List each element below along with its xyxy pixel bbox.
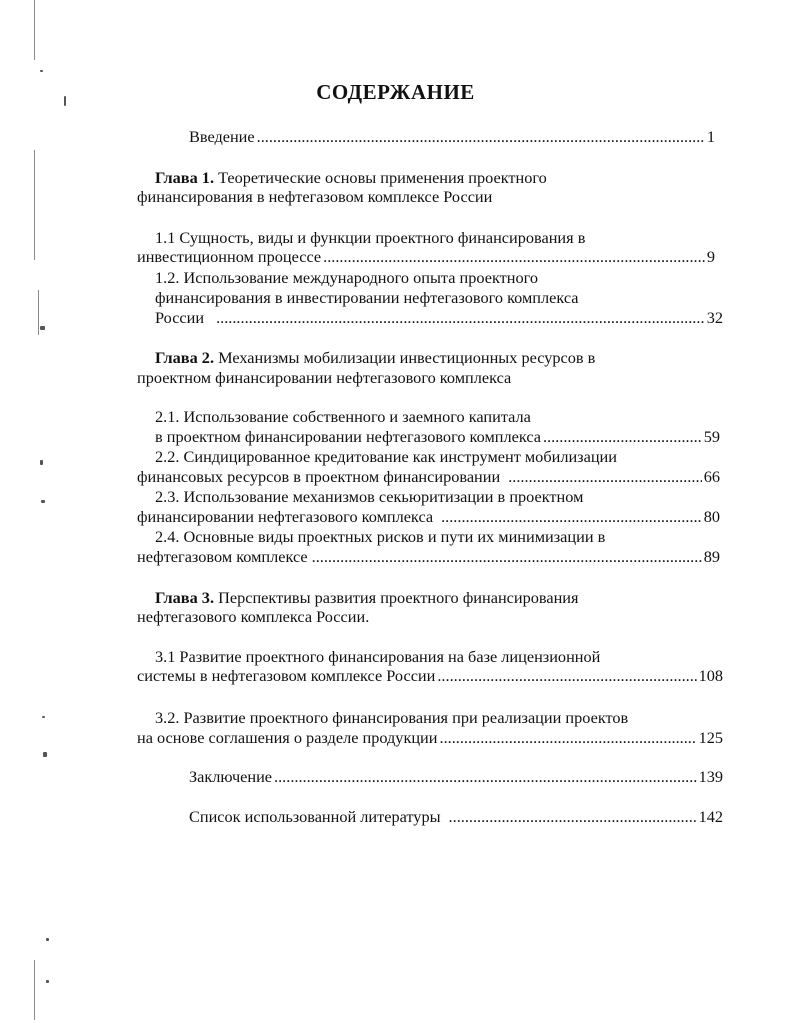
toc-entry-text: 2.2. Синдицированное кредитование как инструмент мобилизации — [155, 447, 617, 466]
scan-speck — [40, 460, 43, 465]
page-number: 89 — [703, 547, 720, 566]
page-title: СОДЕРЖАНИЕ — [316, 80, 475, 104]
toc-entry-1-2[interactable] — [155, 308, 723, 328]
toc-entry-label: финансовых ресурсов в проектном финансировании — [137, 467, 501, 486]
scan-edge-mark — [34, 960, 35, 1020]
toc-entry-label: Введение — [189, 127, 255, 146]
toc-entry-label: Список использованной литературы — [189, 807, 441, 826]
dot-leader — [508, 467, 702, 487]
chapter-title-continued: проектном финансировании нефтегазового комплекса — [137, 368, 512, 387]
toc-entry-2-2[interactable] — [137, 467, 720, 487]
toc-entry-3-1[interactable] — [137, 666, 723, 686]
dot-leader — [437, 666, 696, 686]
dot-leader — [274, 767, 697, 787]
dot-leader — [257, 127, 705, 147]
dot-leader — [449, 807, 697, 827]
scan-edge-mark — [34, 150, 35, 260]
toc-entry-label: нефтегазовом комплексе — [137, 547, 308, 566]
chapter-title-continued: нефтегазового комплекса России. — [137, 607, 370, 626]
scan-speck — [40, 70, 43, 72]
chapter-2-heading[interactable] — [155, 348, 595, 368]
scan-speck — [43, 752, 47, 757]
scan-speck — [40, 326, 45, 330]
toc-entry-intro[interactable] — [189, 127, 715, 147]
dot-leader — [216, 308, 705, 328]
chapter-title: Механизмы мобилизации инвестиционных ресурсов в — [218, 348, 596, 367]
page-number: 66 — [703, 467, 720, 486]
toc-entry-references[interactable] — [189, 807, 723, 827]
toc-entry-2-4[interactable] — [137, 547, 720, 567]
toc-entry-text: 1.1 Сущность, виды и функции проектного финансирования в — [155, 228, 586, 247]
dot-leader — [312, 547, 702, 567]
toc-entry-label: инвестиционном процессе — [137, 247, 322, 266]
toc-entry-1-1[interactable] — [137, 247, 715, 267]
dot-leader — [543, 427, 702, 447]
dot-leader — [323, 247, 705, 267]
chapter-prefix: Глава 1. — [155, 168, 215, 187]
scan-speck — [46, 980, 49, 983]
chapter-prefix: Глава 2. — [155, 348, 215, 367]
toc-entry-text: 1.2. Использование международного опыта проектного — [155, 268, 539, 287]
scan-speck — [41, 500, 45, 503]
scan-speck — [46, 938, 49, 941]
chapter-3-heading[interactable] — [155, 588, 579, 608]
scan-edge-mark — [38, 290, 39, 335]
chapter-title-continued: финансирования в нефтегазовом комплексе России — [137, 187, 493, 206]
toc-entry-label: Заключение — [189, 767, 273, 786]
toc-entry-label: России — [155, 308, 205, 327]
dot-leader — [441, 507, 702, 527]
toc-entry-conclusion[interactable] — [189, 767, 723, 787]
dot-leader — [440, 728, 697, 748]
toc-entry-text: финансирования в инвестировании нефтегазового комплекса — [155, 288, 579, 307]
page-number: 1 — [706, 127, 715, 146]
page-number: 80 — [703, 507, 720, 526]
chapter-title: Теоретические основы применения проектного — [218, 168, 547, 187]
page-number: 125 — [698, 728, 723, 747]
page-number: 32 — [706, 308, 723, 327]
page-number: 139 — [698, 767, 723, 786]
page-number: 108 — [698, 666, 723, 685]
toc-entry-text: 2.1. Использование собственного и заемного капитала — [155, 407, 531, 426]
chapter-1-heading[interactable] — [155, 168, 547, 188]
page-number: 9 — [706, 247, 715, 266]
page-number: 142 — [698, 807, 723, 826]
toc-entry-2-3[interactable] — [137, 507, 720, 527]
scan-edge-mark — [34, 0, 35, 60]
toc-entry-2-1[interactable] — [155, 427, 720, 447]
scan-speck — [42, 716, 45, 718]
toc-entry-text: 3.2. Развитие проектного финансирования при реализации проектов — [155, 708, 629, 727]
toc-entry-label: на основе соглашения о разделе продукции — [137, 728, 438, 747]
chapter-prefix: Глава 3. — [155, 588, 215, 607]
toc-entry-label: финансировании нефтегазового комплекса — [137, 507, 434, 526]
toc-entry-label: системы в нефтегазовом комплексе России — [137, 666, 436, 685]
page-number: 59 — [703, 427, 720, 446]
toc-entry-label: в проектном финансировании нефтегазового комплекса — [155, 427, 541, 446]
chapter-title: Перспективы развития проектного финансирования — [218, 588, 579, 607]
toc-entry-3-2[interactable] — [137, 728, 723, 748]
toc-entry-text: 3.1 Развитие проектного финансирования на базе лицензионной — [155, 647, 601, 666]
toc-entry-text: 2.3. Использование механизмов секьюритизации в проектном — [155, 487, 584, 506]
toc-entry-text: 2.4. Основные виды проектных рисков и пути их минимизации в — [155, 527, 606, 546]
